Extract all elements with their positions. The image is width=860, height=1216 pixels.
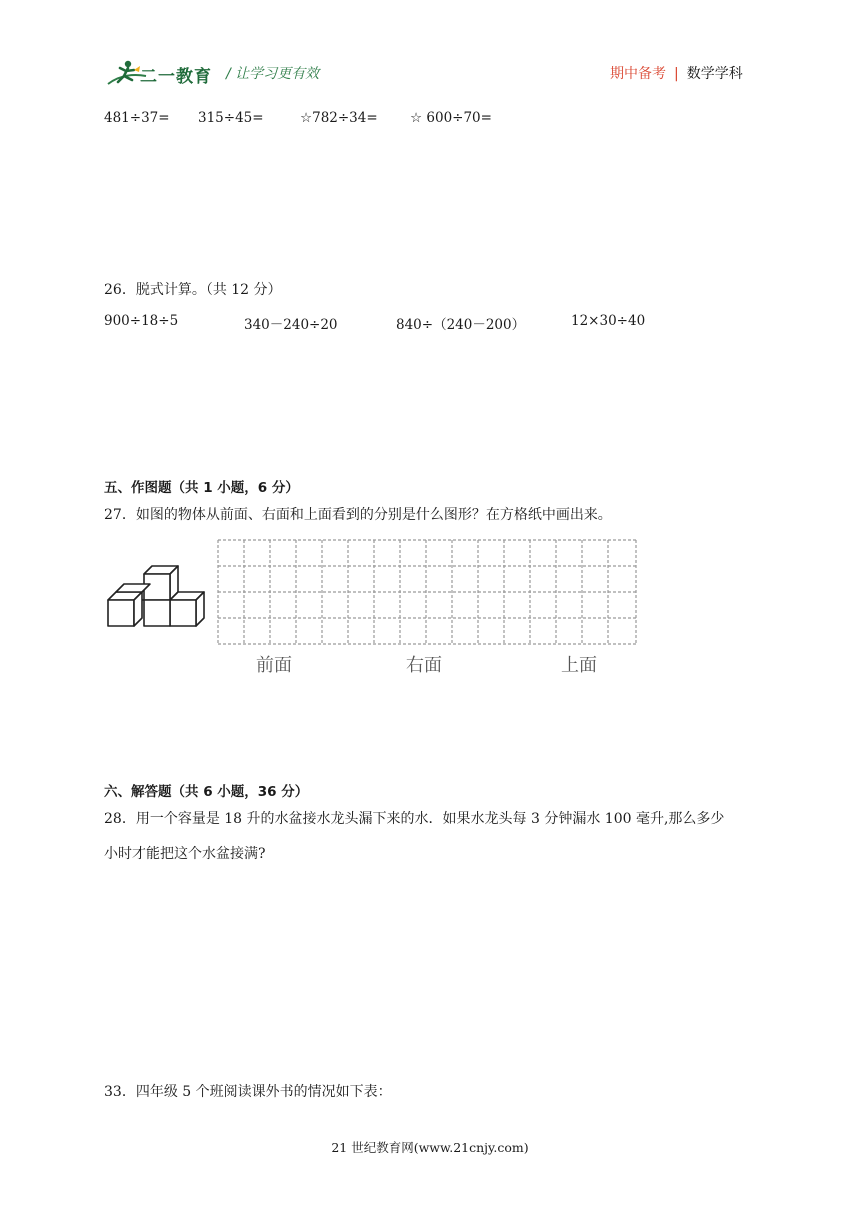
section5-title: 五、作图题（共 1 小题，6 分） [104, 480, 299, 496]
header-right [610, 63, 743, 83]
slogan: / 让学习更有效 [226, 66, 320, 82]
q26-item-4: 12×30÷40 [571, 313, 646, 329]
brand-name: 二一教育 [140, 67, 212, 87]
q26-title: 26．脱式计算。（共 12 分） [104, 282, 282, 298]
view-label-right: 右面 [406, 655, 442, 676]
q26-item-3: 840÷（240－200） [396, 317, 526, 333]
q25-item-4: ☆ 600÷70= [410, 110, 492, 126]
q26-item-1: 900÷18÷5 [104, 313, 179, 329]
subject-label: 数学学科 [686, 66, 743, 82]
section6-title: 六、解答题（共 6 小题，36 分） [104, 784, 309, 800]
footer: 21 世纪教育网(www.21cnjy.com) [331, 1140, 529, 1155]
exam-label: 期中备考 [610, 66, 666, 82]
q25-item-2: 315÷45= [198, 110, 264, 126]
q28-line-2: 小时才能把这个水盆接满? [104, 846, 266, 862]
header-divider: | [674, 66, 679, 82]
q33-text: 33．四年级 5 个班阅读课外书的情况如下表： [104, 1084, 392, 1100]
q27-text: 27．如图的物体从前面、右面和上面看到的分别是什么图形？在方格纸中画出来。 [104, 507, 612, 523]
q26-item-2: 340－240÷20 [244, 317, 338, 333]
drawing-grid [216, 538, 638, 650]
view-label-top: 上面 [561, 655, 597, 676]
q25-item-3: ☆782÷34= [300, 110, 378, 126]
q25-item-1: 481÷37= [104, 110, 170, 126]
view-label-front: 前面 [256, 655, 292, 676]
cube-figure [104, 560, 208, 636]
q28-line-1: 28．用一个容量是 18 升的水盆接水龙头漏下来的水．如果水龙头每 3 分钟漏水 100 毫升,那么多少 [104, 811, 725, 827]
